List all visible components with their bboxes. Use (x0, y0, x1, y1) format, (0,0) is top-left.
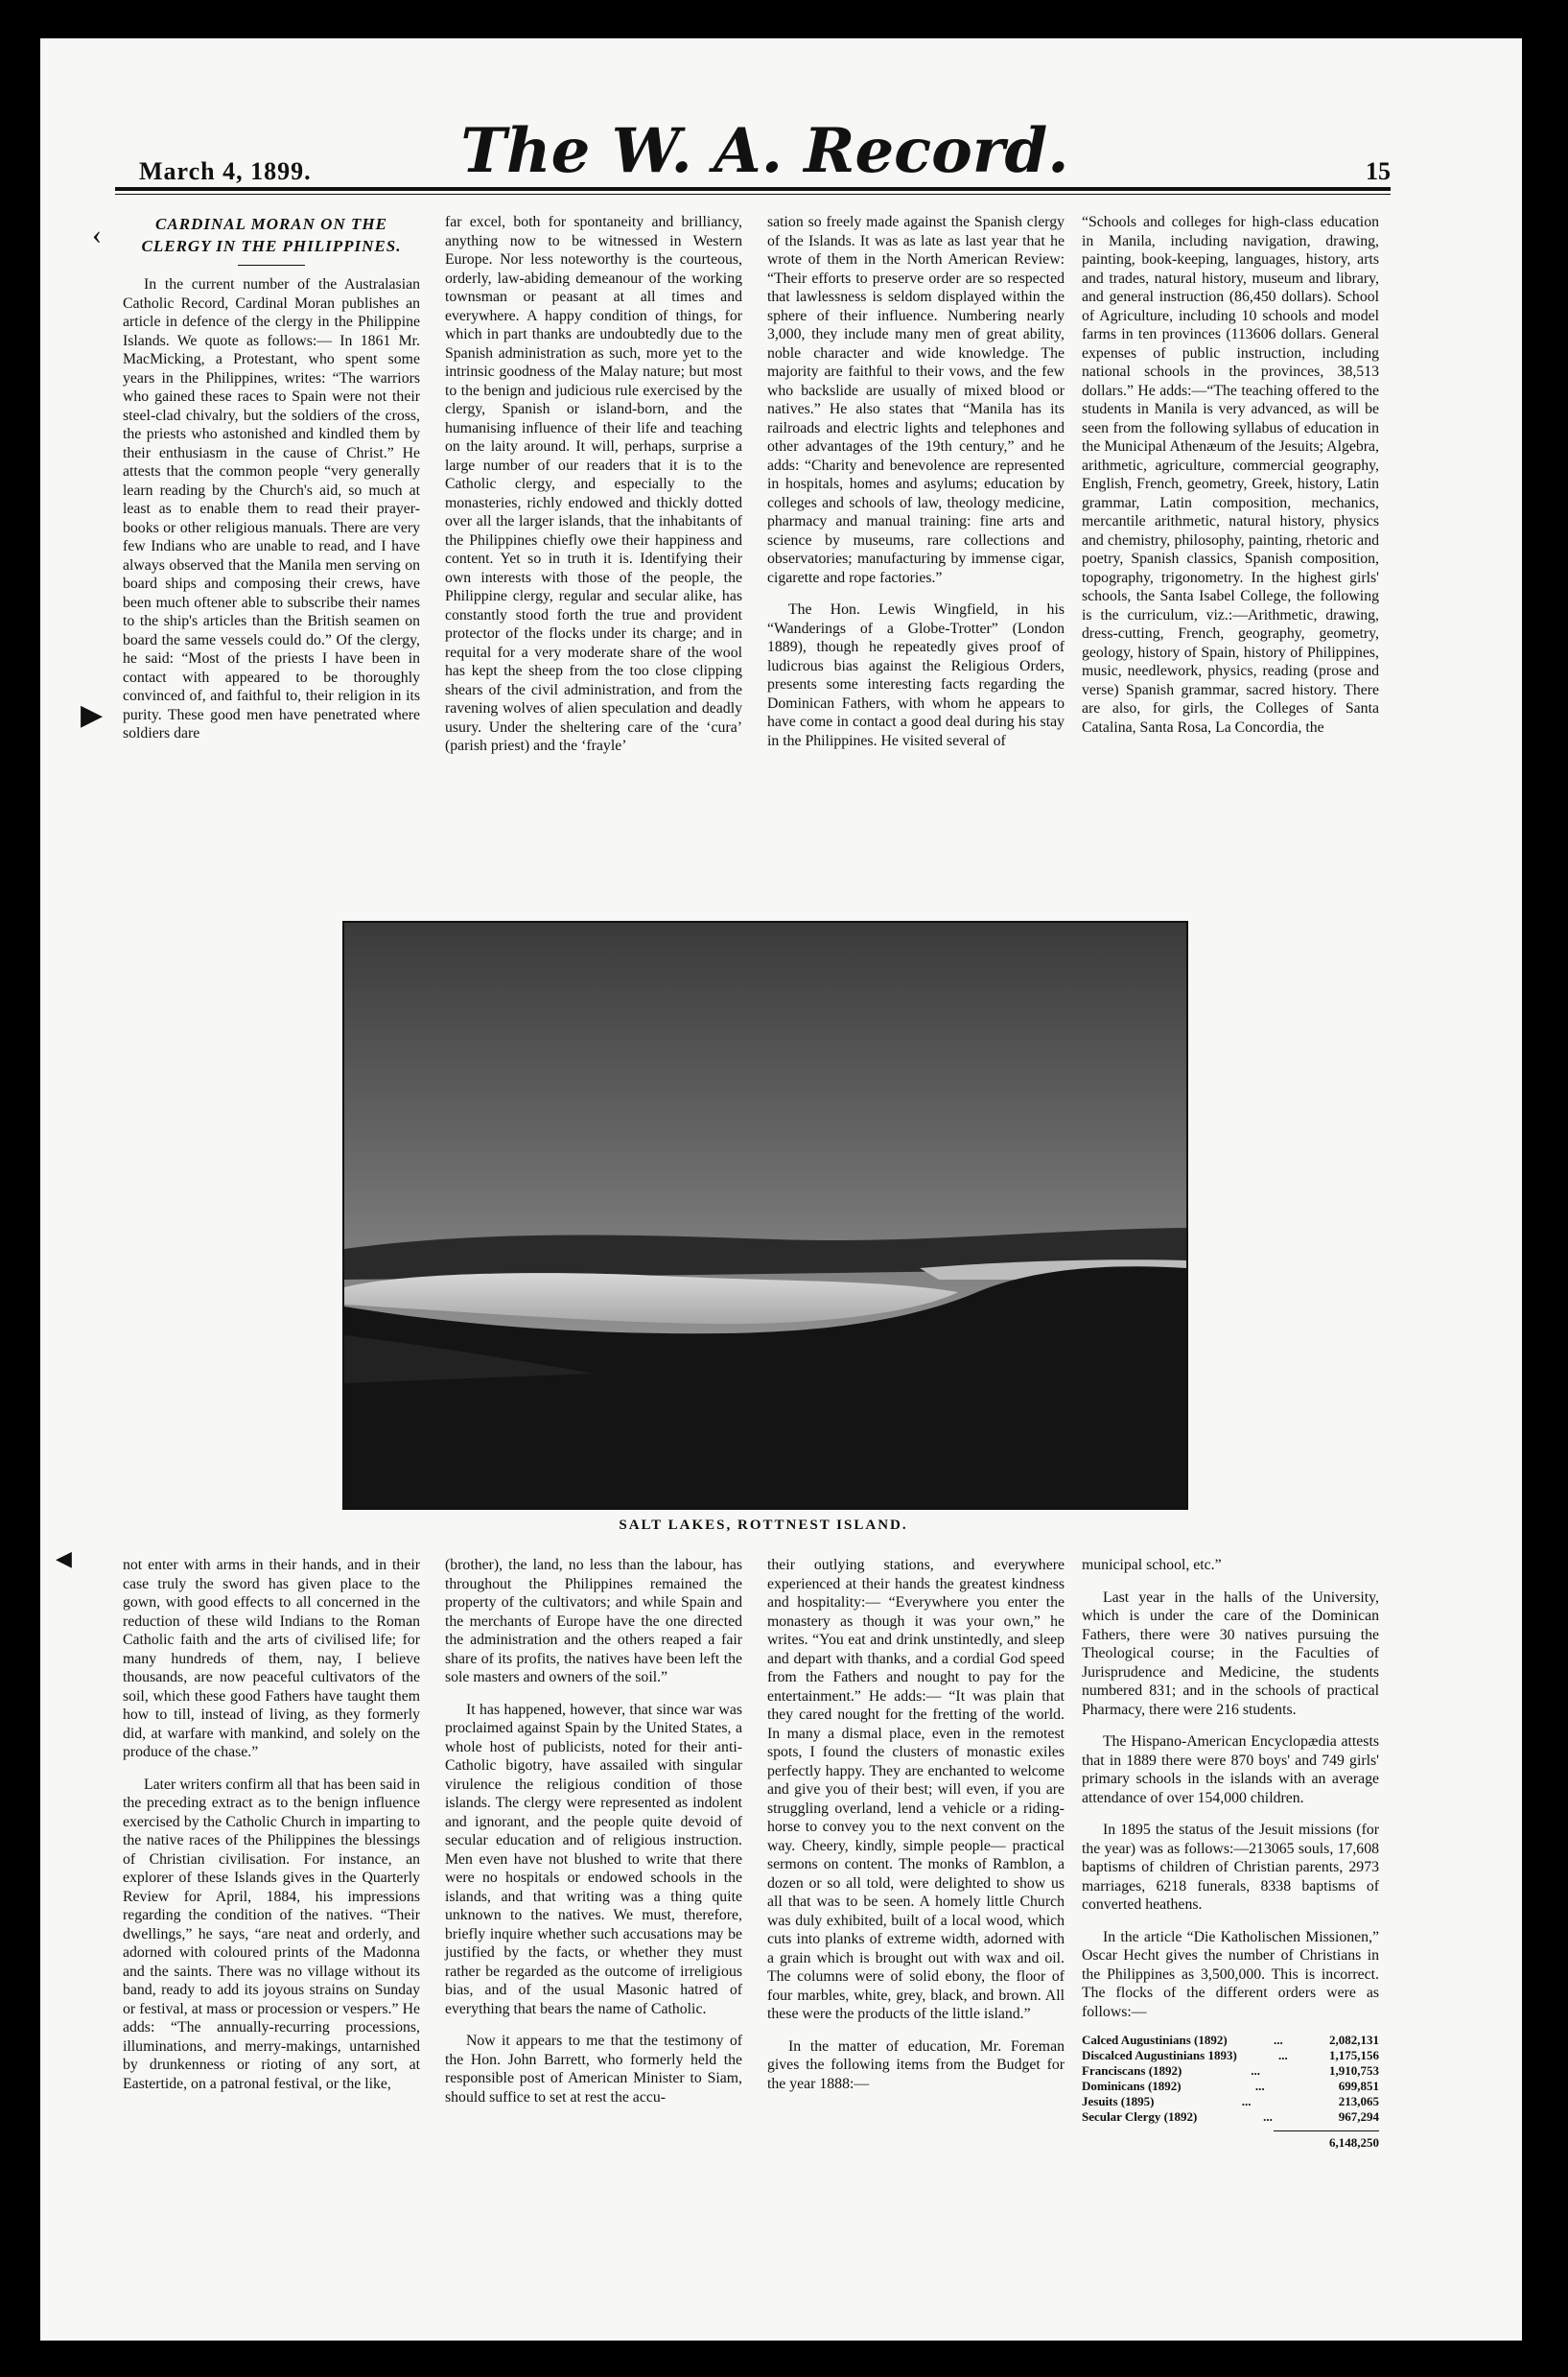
bottom-column-2 (445, 1556, 742, 2285)
paragraph: sation so freely made against the Spanish clergy of the Islands. It was as late as last year that he wrote of them in the North American Review: “Their efforts to preserve order are so respected that lawlessness is seldom displayed within the sphere of their influence. Numbering nearly 3,000, they include many men of great ability, noble character and wide knowledge. The majority are faithful to their vows, and the few who backslide are usually of mixed blood or natives.” He also states that “Manila has its railroads and electric lights and telephones and other advantages of the 19th century,” and he adds: “Charity and benevolence are represented in hospitals, homes and asylums; education by colleges and schools of law, theology medicine, pharmacy and manual training: fine arts and science by museums, rare collections and observatories; manufacturing by immense cigar, cigarette and rope factories.” (767, 214, 1065, 586)
margin-mark-icon: ‹ (92, 219, 102, 250)
top-column-1 (123, 213, 420, 904)
table-row: Franciscans (1892) ... 1,910,753 (1082, 2063, 1379, 2078)
paragraph: far excel, both for spontaneity and brilliancy, anything now to be witnessed in Western Europe. Nor less noteworthy is the courteous, orderly, law-abiding demeanour of the working townsman or peasant at all times and everywhere. A happy condition of things, for which in part thanks are undoubtedly due to the Spanish administration as such, more yet to the intrinsic goodness of the Malay nature; but most to the benign and judicious rule exercised by the clergy, Spanish or island-born, and the humanising influence of their life and teaching on the laity around. It will, perhaps, surprise a large number of our readers that it is to the Catholic clergy, and especially to the monasteries, richly endowed and thickly dotted over all the larger islands, that the inhabitants of the Philippines chiefly owe their happiness and content. Yet so in truth it is. Identifying their own interests with those of the people, the Philippine clergy, regular and secular alike, has constantly stood forth the true and provident protector of the flocks under its charge; and in requital for a very moderate share of the wool has kept the sheep from the too close clipping shears of the civil administration, and from the ravening wolves of alien speculation and deadly usury. Under the sheltering care of the ‘cura’ (parish priest) and the ‘frayle’ (445, 214, 742, 754)
top-column-4 (1082, 213, 1379, 904)
paragraph: “Schools and colleges for high-class education in Manila, including navigation, drawing, painting, book-keeping, languages, history, arts and trades, natural history, museum and library, and general instruction (86,450 dollars). School of Agriculture, including 10 schools and model farms in ten provinces (113606 dollars. General expenses of public instruction, including national schools in the provinces, 38,513 dollars.” He adds:—“The teaching offered to the students in Manila is very advanced, as will be seen from the following syllabus of education in the Municipal Athenæum of the Jesuits; Algebra, arithmetic, agriculture, commercial geography, English, French, geometry, Greek, history, Latin grammar, Latin composition, mechanics, mercantile arithmetic, natural history, physics and chemistry, philosophy, painting, rhetoric and poetry, Spanish classics, Spanish composition, topography, trigonometry. In the highest girls' schools, the Santa Isabel College, the following is the curriculum, viz.:—Arithmetic, drawing, dress-cutting, French, geography, geometry, geology, history of Spain, history of Philippines, music, needlework, physics, reading (prose and verse) Spanish grammar, sacred history. There are also, for girls, the Colleges of Santa Catalina, Santa Rosa, La Concordia, the (1082, 214, 1379, 736)
header-rule-thick (115, 187, 1391, 191)
page-header (139, 115, 1391, 190)
paragraph: not enter with arms in their hands, and in their case truly the sword has given place to the gown, with good effects to all concerned in the reduction of these wild Indians to the Roman Catholic faith and the arts of civilised life; for many hundreds of them, nay, I believe thousands, are now peaceful cultivators of the soil, which these good Fathers have taught them how to till, instead of living, as they formerly did, at warfare with mankind, and solely on the produce of the chase.” (123, 1557, 420, 1760)
paragraph: In the matter of education, Mr. Foreman gives the following items from the Budget for the year 1888:— (767, 2037, 1065, 2092)
paragraph: In the current number of the Australasian Catholic Record, Cardinal Moran publishes an article in defence of the clergy in the Philippine Islands. We quote as follows:— In 1861 Mr. MacMicking, a Protestant, who spent some years in the Philippines, writes: “The warriors who gained these races to Spain were not their steel-clad chivalry, but the soldiers of the cross, the priests who astonished and kindled them by their enthusiasm in the cause of Christ.” He attests that the common people “very generally learn reading by the Church's aid, so much at least as to enable them to read their prayer-books or other religious manuals. There are very few Indians who are unable to read, and I have always observed that the Manila men serving on board ships and composing their crews, have been much oftener able to subscribe their names to the ship's articles than the British seamen on board the same vessels could do.” Of the clergy, he said: “Most of the priests I have been in contact with appeared to be thoroughly convinced of, and faithful to, their religion in its purity. These good men have penetrated where soldiers dare (123, 276, 420, 741)
paragraph: The Hispano-American Encyclopædia attests that in 1889 there were 870 boys' and 749 girls' primary schools in the islands with an average attendance of over 154,000 children. (1082, 1733, 1379, 1806)
orders-table (1082, 2033, 1379, 2151)
paragraph: The Hon. Lewis Wingfield, in his “Wanderings of a Globe-Trotter” (London 1889), though he repeatedly gives proof of ludicrous bias against the Religious Orders, presents some interesting facts regarding the Dominican Fathers, with whom he appears to have come in contact a good deal during his stay in the Philippines. He visited several of (767, 601, 1065, 749)
orders-total: 6,148,250 (1274, 2130, 1379, 2151)
top-column-2 (445, 213, 742, 904)
table-row: Jesuits (1895) ... 213,065 (1082, 2094, 1379, 2108)
table-row: Calced Augustinians (1892) ... 2,082,131 (1082, 2033, 1379, 2047)
table-row: Dominicans (1892) ... 699,851 (1082, 2079, 1379, 2093)
paragraph: In 1895 the status of the Jesuit missions (for the year) was as follows:—213065 souls, 17,608 baptisms of children of Christian parents, 2973 marriages, 6218 funerals, 8338 baptisms of converted heathens. (1082, 1822, 1379, 1913)
landscape-photo-icon (344, 923, 1186, 1508)
photo-caption: SALT LAKES, ROTTNEST ISLAND. (619, 1518, 908, 1533)
bottom-column-1 (123, 1556, 420, 2285)
bottom-column-3 (767, 1556, 1065, 2285)
bottom-column-4 (1082, 1556, 1379, 2285)
issue-date: March 4, 1899. (139, 157, 312, 185)
headline-rule (238, 265, 305, 266)
photograph-salt-lakes (342, 921, 1188, 1510)
table-row: Discalced Augustinians 1893) ... 1,175,156 (1082, 2048, 1379, 2062)
paragraph: In the article “Die Katholischen Missionen,” Oscar Hecht gives the number of Christians in the Philippines as 3,500,000. This is incorrect. The flocks of the different orders were as follows:— (1082, 1928, 1379, 2020)
paragraph: municipal school, etc.” (1082, 1557, 1222, 1573)
top-column-3 (767, 213, 1065, 904)
page-number: 15 (1366, 157, 1391, 185)
margin-mark-icon: ◀ (56, 1546, 72, 1570)
paragraph: Last year in the halls of the University, which is under the care of the Dominican Fathers, there were 30 natives pursuing the Theological course; in the Faculties of Jurisprudence and Medicine, the students numbered 831; and in the schools of practical Pharmacy, there were 216 students. (1082, 1589, 1379, 1718)
paragraph: (brother), the land, no less than the labour, has throughout the Philippines remained the property of the cultivators; and while Spain and the merchants of Europe have the one directed the administration and the others reaped a fair share of its profits, the natives have been left the sole masters and owners of the soil.” (445, 1557, 742, 1685)
paragraph: Later writers confirm all that has been said in the preceding extract as to the benign influence exercised by the Catholic Church in imparting to the native races of the Philippines the blessings of Christian civilisation. For instance, an explorer of these Islands gives in the Quarterly Review for April, 1884, his impressions regarding the condition of the natives. “Their dwellings,” he says, “are neat and orderly, and adorned with coloured prints of the Madonna and the saints. There was no village without its band, ready to add its joyous strains on Sunday or festival, at mass or procession or vespers.” He adds: “The annually-recurring processions, illuminations, and merry-makings, untarnished by drunkenness or rioting of any sort, at Eastertide, on a patronal festival, or the like, (123, 1776, 420, 2092)
paragraph: Now it appears to me that the testimony of the Hon. John Barrett, who formerly held the responsible post of American Minister to Siam, should suffice to set at rest the accu- (445, 2033, 742, 2106)
article-headline: CARDINAL MORAN ON THE CLERGY IN THE PHILIPPINES. (141, 215, 402, 255)
masthead-title: The W. A. Record. (460, 115, 1069, 187)
paragraph: their outlying stations, and everywhere experienced at their hands the greatest kindness and hospitality:— “Everywhere you enter the monastery as though it was your own,” he writes. “You eat and drink unstintedly, and sleep and depart with thanks, and a cordial God speed from the Fathers and nought to pay for the entertainment.” He adds:— “It was plain that they cared nought for the fretting of the world. In many a dismal place, even in the remotest spots, I found the clusters of monastic exiles perfectly happy. They are enchanted to welcome and give you of their best; will even, if you are struggling overland, lend a vehicle or a riding-horse to convey you to the next convent on the way. Cheery, kindly, simple people— practical sermons on content. The monks of Ramblon, a dozen or so all told, were delighted to show us all that was to be seen. A homely little Church was duly exhibited, built of a local wood, which cuts into planks of extreme width, adorned with a grain which is brought out with wax and oil. The columns were of solid ebony, the floor of four marbles, white, grey, black, and brown. All these were the products of the little island.” (767, 1557, 1065, 2022)
margin-mark-icon: ▶ (81, 699, 104, 731)
header-rule-thin (115, 194, 1391, 195)
paragraph: It has happened, however, that since war was proclaimed against Spain by the United States, a whole host of publicists, noted for their anti-Catholic bigotry, have assailed with singular virulence the religious condition of those islands. The clergy were represented as indolent and ignorant, and the people quite devoid of secular education and of religious instruction. Men even have not blushed to write that there were no hospitals or endowed schools in the islands, and that writing was a thing quite unknown to the natives. We must, therefore, briefly inquire whether such accusations may be justified by the facts, or whether they must rather be regarded as the outcome of irreligious bias, and of the usual Masonic hatred of everything that bears the name of Catholic. (445, 1701, 742, 2017)
table-row: Secular Clergy (1892) ... 967,294 (1082, 2109, 1379, 2124)
